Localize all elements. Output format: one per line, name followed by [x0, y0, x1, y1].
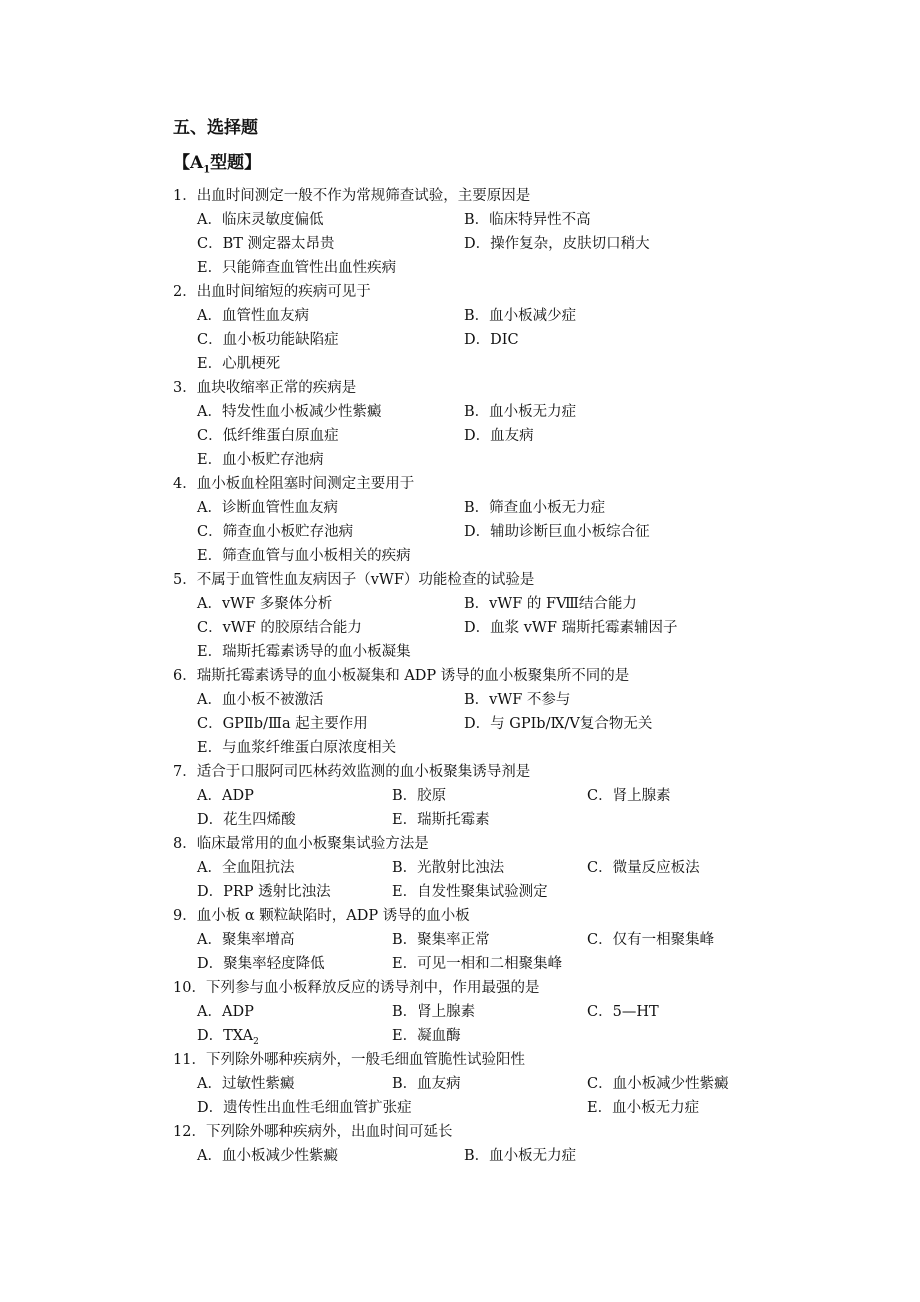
question-stem: 8．临床最常用的血小板聚集试验方法是	[173, 836, 429, 852]
option-row	[173, 208, 813, 232]
answer-option-text: A．诊断血管性血友病	[197, 500, 338, 516]
answer-option-text: C．低纤维蛋白原血症	[197, 428, 339, 444]
type-bracket-left: 【	[173, 153, 190, 173]
answer-option-text: B．筛查血小板无力症	[464, 500, 606, 516]
answer-option-text: D．血友病	[464, 428, 534, 444]
question-item	[173, 904, 813, 976]
answer-option[interactable]	[197, 784, 392, 808]
question-type-title	[173, 148, 261, 175]
answer-option[interactable]	[392, 952, 587, 976]
answer-option[interactable]	[197, 520, 464, 544]
option-row	[173, 424, 813, 448]
answer-option-text: A．血小板减少性紫癜	[197, 1148, 338, 1164]
answer-option[interactable]	[197, 952, 392, 976]
question-item	[173, 184, 813, 280]
answer-option-text: D．血浆 vWF 瑞斯托霉素辅因子	[464, 620, 678, 636]
answer-option-text: D．花生四烯酸	[197, 812, 296, 828]
answer-option[interactable]	[197, 1096, 412, 1120]
option-row	[173, 1024, 813, 1048]
answer-option[interactable]	[197, 544, 464, 568]
answer-option-text: A．血小板不被激活	[197, 692, 324, 708]
option-row	[173, 880, 813, 904]
option-row	[173, 1096, 813, 1120]
answer-option-text: A．ADP	[197, 1004, 254, 1020]
answer-option-text: B．血小板减少症	[464, 308, 577, 324]
answer-option-text: D．PRP 透射比浊法	[197, 884, 331, 900]
option-row	[173, 328, 813, 352]
answer-option[interactable]	[197, 928, 392, 952]
answer-option-text: C．血小板功能缺陷症	[197, 332, 339, 348]
answer-option-text: B．血小板无力症	[464, 404, 577, 420]
answer-option-text: C．筛查血小板贮存池病	[197, 524, 354, 540]
option-row	[173, 496, 813, 520]
answer-option[interactable]	[392, 1024, 587, 1048]
answer-option[interactable]	[197, 592, 464, 616]
answer-option[interactable]	[197, 496, 464, 520]
answer-option[interactable]	[197, 1144, 464, 1168]
option-row	[173, 256, 813, 280]
answer-option-text: C．肾上腺素	[587, 788, 671, 804]
answer-option-text: C．5—HT	[587, 1004, 659, 1020]
answer-option-text: D．DIC	[464, 332, 519, 348]
question-stem: 2．出血时间缩短的疾病可见于	[173, 284, 371, 300]
answer-option-text: D．聚集率轻度降低	[197, 956, 325, 972]
answer-option[interactable]	[197, 880, 392, 904]
answer-option[interactable]	[197, 400, 464, 424]
answer-option-text: A．临床灵敏度偏低	[197, 212, 324, 228]
answer-option-text: E．血小板无力症	[587, 1100, 700, 1116]
answer-option-text: A．特发性血小板减少性紫癜	[197, 404, 382, 420]
answer-option-text: B．血友病	[392, 1076, 461, 1092]
answer-option[interactable]	[197, 712, 464, 736]
answer-option-text: E．血小板贮存池病	[197, 452, 324, 468]
question-stem: 11．下列除外哪种疾病外，一般毛细血管脆性试验阳性	[173, 1052, 525, 1068]
answer-option[interactable]	[587, 928, 782, 952]
question-list	[173, 184, 813, 1168]
option-row	[173, 448, 813, 472]
answer-option[interactable]	[197, 424, 464, 448]
answer-option-text: E．心肌梗死	[197, 356, 281, 372]
answer-option[interactable]	[197, 640, 464, 664]
answer-option[interactable]	[464, 520, 731, 544]
answer-option[interactable]	[197, 736, 464, 760]
answer-option[interactable]	[587, 1072, 782, 1096]
answer-option-text: B．临床特异性不高	[464, 212, 591, 228]
answer-option[interactable]	[587, 1096, 782, 1120]
answer-option[interactable]	[464, 688, 731, 712]
answer-option-text: B．vWF 的 FⅧ结合能力	[464, 596, 637, 612]
option-row	[173, 400, 813, 424]
option-row	[173, 784, 813, 808]
answer-option[interactable]	[464, 712, 731, 736]
answer-option[interactable]	[197, 616, 464, 640]
question-item	[173, 1048, 813, 1120]
option-row	[173, 1144, 813, 1168]
answer-option[interactable]	[464, 496, 731, 520]
option-row	[173, 736, 813, 760]
answer-option-text: E．瑞斯托霉素诱导的血小板凝集	[197, 644, 411, 660]
question-stem: 6．瑞斯托霉素诱导的血小板凝集和 ADP 诱导的血小板聚集所不同的是	[173, 668, 630, 684]
option-row	[173, 856, 813, 880]
answer-option[interactable]	[197, 1000, 392, 1024]
answer-option-text: B．肾上腺素	[392, 1004, 476, 1020]
answer-option[interactable]	[197, 1024, 392, 1048]
answer-option-text: C．BT 测定器太昂贵	[197, 236, 335, 252]
type-bracket-right: 】	[244, 153, 262, 173]
answer-option[interactable]	[464, 328, 731, 352]
answer-option-text: A．全血阻抗法	[197, 860, 295, 876]
answer-option-text: E．可见一相和二相聚集峰	[392, 956, 563, 972]
question-item	[173, 568, 813, 664]
answer-option[interactable]	[392, 856, 587, 880]
type-suffix: 型题	[210, 153, 245, 173]
answer-option[interactable]	[197, 448, 464, 472]
option-row	[173, 1000, 813, 1024]
question-stem: 10．下列参与血小板释放反应的诱导剂中，作用最强的是	[173, 980, 540, 996]
option-row	[173, 688, 813, 712]
answer-option-text: B．vWF 不参与	[464, 692, 571, 708]
answer-option-text: B．血小板无力症	[464, 1148, 577, 1164]
option-row	[173, 544, 813, 568]
answer-option[interactable]	[197, 304, 464, 328]
question-item	[173, 976, 813, 1048]
option-row	[173, 1072, 813, 1096]
option-row	[173, 232, 813, 256]
option-row	[173, 928, 813, 952]
answer-option[interactable]	[464, 592, 731, 616]
answer-option[interactable]	[197, 328, 464, 352]
question-item	[173, 472, 813, 568]
answer-option-text: A．ADP	[197, 788, 254, 804]
answer-option-text: C．微量反应板法	[587, 860, 700, 876]
answer-option-text: E．自发性聚集试验测定	[392, 884, 548, 900]
answer-option[interactable]	[392, 784, 587, 808]
answer-option-text: D．辅助诊断巨血小板综合征	[464, 524, 650, 540]
answer-option[interactable]	[464, 232, 731, 256]
answer-option-text: C．仅有一相聚集峰	[587, 932, 715, 948]
option-row	[173, 640, 813, 664]
question-item	[173, 664, 813, 760]
answer-option-text: C．血小板减少性紫癜	[587, 1076, 729, 1092]
answer-option[interactable]	[197, 688, 464, 712]
answer-option[interactable]	[587, 1000, 782, 1024]
answer-option[interactable]	[197, 208, 464, 232]
answer-option[interactable]	[587, 784, 782, 808]
answer-option-text: A．过敏性紫癜	[197, 1076, 295, 1092]
answer-option[interactable]	[197, 856, 392, 880]
answer-option[interactable]	[464, 616, 731, 640]
option-row	[173, 952, 813, 976]
answer-option[interactable]	[464, 208, 731, 232]
answer-option-text: C．vWF 的胶原结合能力	[197, 620, 362, 636]
answer-option-text: E．只能筛查血管性出血性疾病	[197, 260, 397, 276]
option-row	[173, 712, 813, 736]
question-stem: 12．下列除外哪种疾病外，出血时间可延长	[173, 1124, 453, 1140]
question-item	[173, 1120, 813, 1168]
option-row	[173, 304, 813, 328]
answer-option[interactable]	[197, 1072, 392, 1096]
type-prefix: A	[190, 153, 204, 173]
answer-option[interactable]	[392, 808, 587, 832]
answer-option-text: A．血管性血友病	[197, 308, 309, 324]
answer-option[interactable]	[392, 1072, 587, 1096]
answer-option-text: D．遗传性出血性毛细血管扩张症	[197, 1100, 412, 1116]
answer-option[interactable]	[464, 1144, 731, 1168]
answer-option-text: E．筛查血管与血小板相关的疾病	[197, 548, 411, 564]
option-spacer	[392, 1096, 587, 1120]
answer-option-text: B．光散射比浊法	[392, 860, 505, 876]
answer-option[interactable]	[392, 928, 587, 952]
answer-option[interactable]	[392, 880, 587, 904]
question-stem: 7．适合于口服阿司匹林药效监测的血小板聚集诱导剂是	[173, 764, 531, 780]
question-item	[173, 376, 813, 472]
answer-option[interactable]	[197, 808, 392, 832]
question-item	[173, 280, 813, 376]
answer-option-text: B．胶原	[392, 788, 447, 804]
answer-option[interactable]	[464, 424, 731, 448]
question-stem: 9．血小板 α 颗粒缺陷时，ADP 诱导的血小板	[173, 908, 470, 924]
question-item	[173, 832, 813, 904]
answer-option-text: D．与 GPⅠb/Ⅸ/Ⅴ复合物无关	[464, 716, 653, 732]
question-stem: 4．血小板血栓阻塞时间测定主要用于	[173, 476, 415, 492]
answer-option-text: D．操作复杂，皮肤切口稍大	[464, 236, 650, 252]
type-subscript: 1	[203, 164, 211, 176]
answer-option[interactable]	[464, 304, 731, 328]
answer-option[interactable]	[197, 352, 464, 376]
question-stem: 1．出血时间测定一般不作为常规筛查试验，主要原因是	[173, 188, 531, 204]
answer-option[interactable]	[197, 232, 464, 256]
answer-option-text: E．瑞斯托霉素	[392, 812, 490, 828]
option-row	[173, 352, 813, 376]
answer-option-text: E．凝血酶	[392, 1028, 461, 1044]
question-stem: 3．血块收缩率正常的疾病是	[173, 380, 357, 396]
answer-option[interactable]	[197, 256, 464, 280]
option-row	[173, 616, 813, 640]
section-title: 五、选择题	[173, 118, 258, 138]
option-row	[173, 520, 813, 544]
option-row	[173, 808, 813, 832]
option-subscript: 2	[253, 1036, 259, 1047]
answer-option-text: C．GPⅡb/Ⅲa 起主要作用	[197, 716, 368, 732]
answer-option-text: E．与血浆纤维蛋白原浓度相关	[197, 740, 397, 756]
question-stem: 5．不属于血管性血友病因子（vWF）功能检查的试验是	[173, 572, 535, 588]
answer-option[interactable]	[392, 1000, 587, 1024]
answer-option-text: A．vWF 多聚体分析	[197, 596, 333, 612]
answer-option-text: D．TXA	[197, 1028, 254, 1044]
question-item	[173, 760, 813, 832]
answer-option-text: A．聚集率增高	[197, 932, 295, 948]
answer-option[interactable]	[587, 856, 782, 880]
option-row	[173, 592, 813, 616]
answer-option[interactable]	[464, 400, 731, 424]
answer-option-text: B．聚集率正常	[392, 932, 490, 948]
